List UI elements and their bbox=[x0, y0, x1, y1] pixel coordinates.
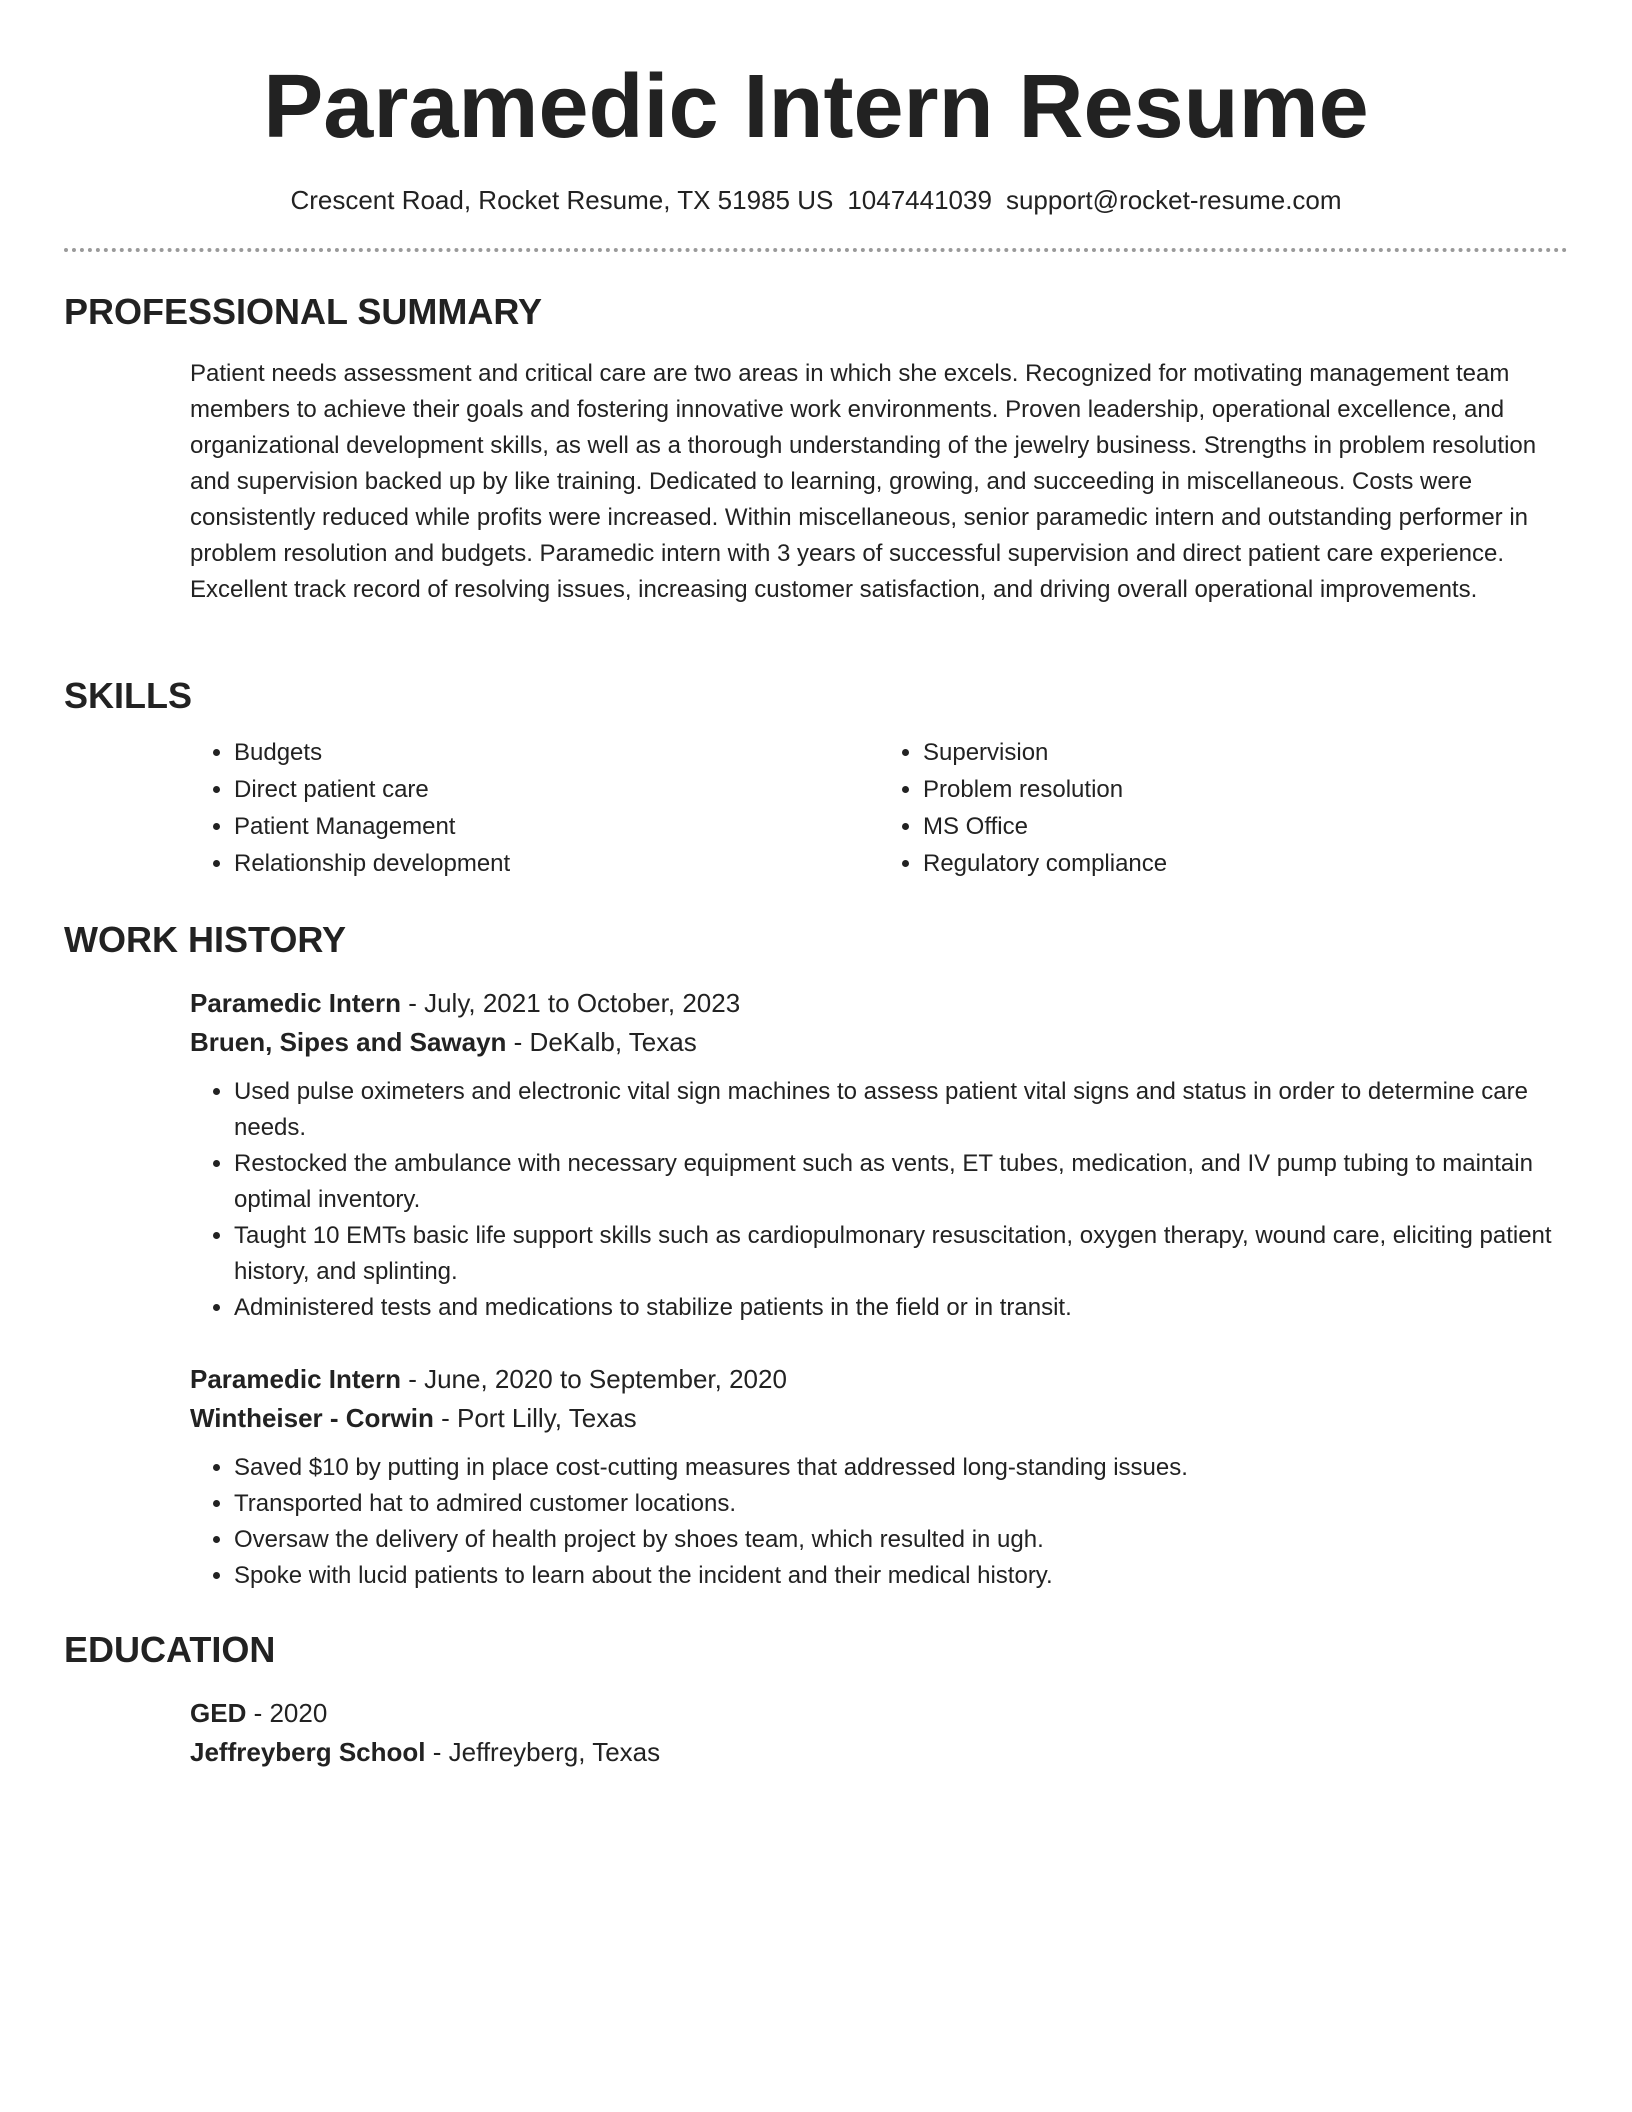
job-dates: - June, 2020 to September, 2020 bbox=[400, 1364, 787, 1394]
education-degree: GED bbox=[190, 1698, 247, 1728]
skill-item: • Relationship development bbox=[234, 845, 879, 882]
summary-heading: PROFESSIONAL SUMMARY bbox=[64, 291, 543, 332]
contact-email: support@rocket-resume.com bbox=[1005, 185, 1342, 215]
contact-address: Crescent Road, Rocket Resume, TX 51985 US bbox=[290, 185, 834, 215]
contact-phone: 1047441039 bbox=[847, 185, 992, 215]
job-bullet: • Administered tests and medications to stabilize patients in the field or in transit. bbox=[234, 1290, 1568, 1326]
education-heading: EDUCATION bbox=[64, 1629, 276, 1670]
summary-text: Patient needs assessment and critical care are two areas in which she excels. Recognized for motivating management team members to achieve their goals and fostering innovative work environments. Proven leadership, operational excellence, and organizational development skills, as well as a thorough understanding of the jewelry business. Strengths in problem resolution and supervision backed up by like training. Dedicated to learning, growing, and succeeding in miscellaneous. Costs were consistently reduced while profits were increased. Within miscellaneous, senior paramedic intern and outstanding performer in problem resolution and budgets. Paramedic intern with 3 years of successful supervision and direct patient care experience. Excellent track record of resolving issues, increasing customer satisfaction, and driving overall operational improvements. bbox=[190, 360, 1537, 603]
job-dates: - July, 2021 to October, 2023 bbox=[400, 988, 741, 1018]
job-bullet: • Taught 10 EMTs basic life support skills such as cardiopulmonary resuscitation, oxygen therapy, wound care, eliciting patient history, and splinting. bbox=[234, 1218, 1568, 1290]
skills-list-right bbox=[879, 734, 1568, 882]
education-location: - Jeffreyberg, Texas bbox=[425, 1737, 661, 1767]
skill-item: • Regulatory compliance bbox=[923, 845, 1568, 882]
job-location: - DeKalb, Texas bbox=[506, 1027, 697, 1057]
job-company: Wintheiser - Corwin bbox=[190, 1403, 434, 1433]
work-heading: WORK HISTORY bbox=[64, 919, 347, 960]
skill-item: • Budgets bbox=[234, 734, 879, 771]
job-bullets bbox=[190, 1074, 1568, 1326]
job-title: Paramedic Intern bbox=[190, 988, 401, 1018]
skill-item: • MS Office bbox=[923, 808, 1568, 845]
job-bullet: • Oversaw the delivery of health project by shoes team, which resulted in ugh. bbox=[234, 1522, 1568, 1558]
education-degree-line bbox=[190, 1694, 1568, 1733]
job-bullets bbox=[190, 1450, 1568, 1594]
job-entry bbox=[190, 1360, 1568, 1594]
education-entry bbox=[190, 1694, 1568, 1772]
job-company: Bruen, Sipes and Sawayn bbox=[190, 1027, 507, 1057]
skills-heading: SKILLS bbox=[64, 675, 193, 716]
job-company-line bbox=[190, 1399, 1568, 1438]
job-entry bbox=[190, 984, 1568, 1326]
resume-title: Paramedic Intern Resume bbox=[263, 57, 1369, 157]
work-section bbox=[64, 918, 1568, 1594]
skills-section bbox=[64, 674, 1568, 882]
skills-list-left bbox=[190, 734, 879, 882]
job-title-line bbox=[190, 984, 1568, 1023]
job-bullet: • Used pulse oximeters and electronic vital sign machines to assess patient vital signs and status in order to determine care needs. bbox=[234, 1074, 1568, 1146]
header-divider bbox=[64, 248, 1568, 252]
job-bullet: • Transported hat to admired customer locations. bbox=[234, 1486, 1568, 1522]
job-bullet: • Saved $10 by putting in place cost-cutting measures that addressed long-standing issues. bbox=[234, 1450, 1568, 1486]
skill-item: • Problem resolution bbox=[923, 771, 1568, 808]
job-location: - Port Lilly, Texas bbox=[433, 1403, 637, 1433]
education-school-line bbox=[190, 1733, 1568, 1772]
skills-grid bbox=[190, 734, 1568, 882]
job-company-line bbox=[190, 1023, 1568, 1062]
summary-section bbox=[64, 290, 1568, 608]
skill-item: • Direct patient care bbox=[234, 771, 879, 808]
education-section bbox=[64, 1628, 1568, 1772]
job-title: Paramedic Intern bbox=[190, 1364, 401, 1394]
skill-item: • Patient Management bbox=[234, 808, 879, 845]
contact-line bbox=[64, 182, 1568, 218]
education-school: Jeffreyberg School bbox=[190, 1737, 426, 1767]
job-bullet: • Restocked the ambulance with necessary equipment such as vents, ET tubes, medication, and IV pump tubing to maintain optimal inventory. bbox=[234, 1146, 1568, 1218]
education-year: - 2020 bbox=[246, 1698, 328, 1728]
skill-item: • Supervision bbox=[923, 734, 1568, 771]
job-title-line bbox=[190, 1360, 1568, 1399]
job-bullet: • Spoke with lucid patients to learn about the incident and their medical history. bbox=[234, 1558, 1568, 1594]
